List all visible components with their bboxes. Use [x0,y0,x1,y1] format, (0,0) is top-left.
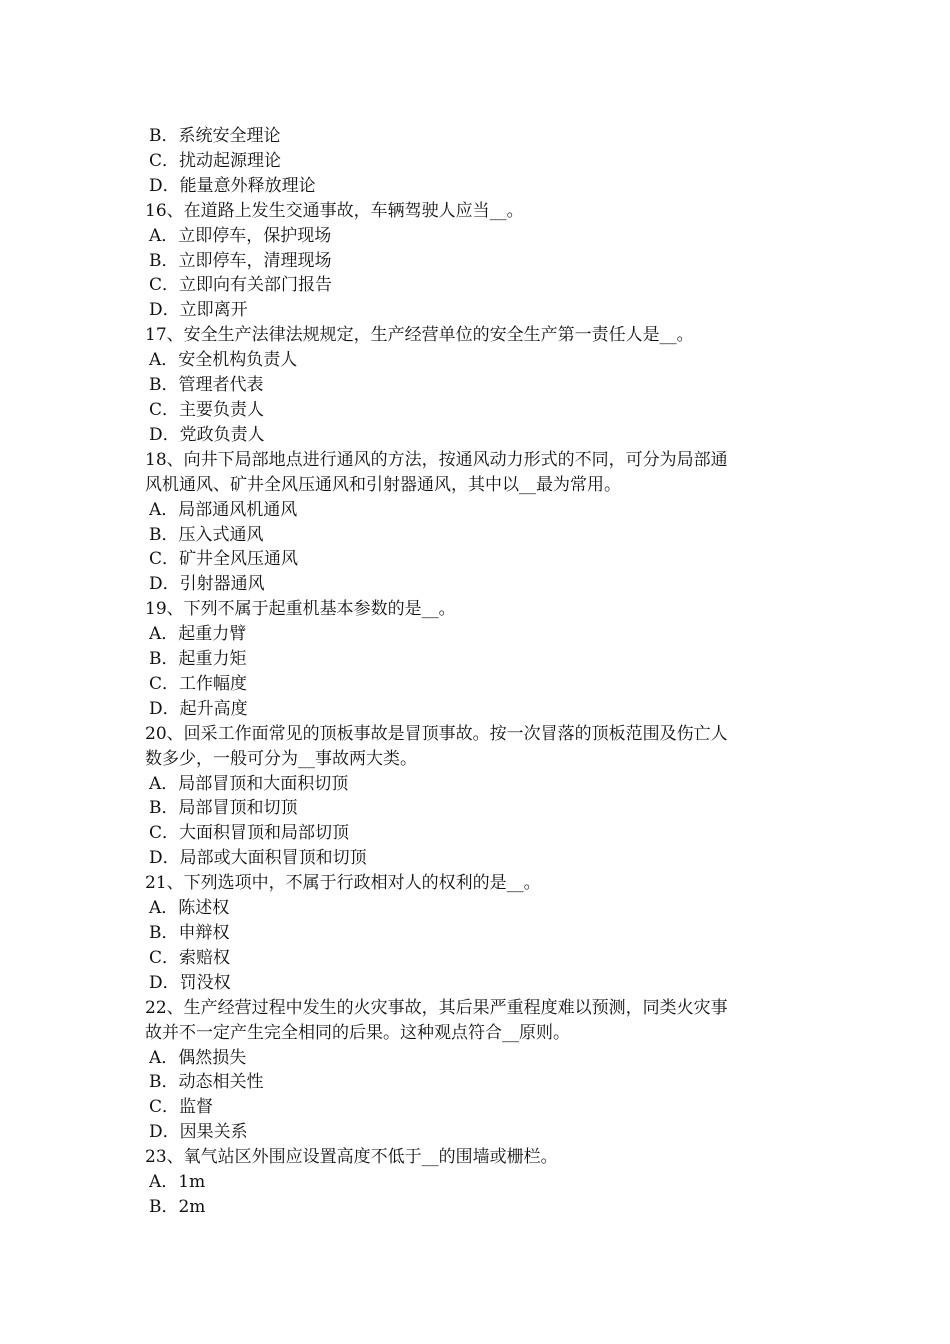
option-line: C．立即向有关部门报告 [149,275,333,296]
option-line: D．起升高度 [149,698,248,719]
document-page [145,124,825,1220]
question-line: 故并不一定产生完全相同的后果。这种观点符合__原则。 [145,1022,570,1043]
option-line: C．扰动起源理论 [149,150,282,171]
option-line: A．偶然损失 [149,1047,247,1068]
question-line: 18、向井下局部地点进行通风的方法，按通风动力形式的不同，可分为局部通 [145,449,728,470]
option-line: D．局部或大面积冒顶和切顶 [149,848,367,869]
option-line: A．安全机构负责人 [149,350,298,371]
option-line: A．1m [149,1172,206,1193]
option-line: B．申辩权 [149,923,230,943]
option-line: D．因果关系 [149,1122,248,1143]
question-line: 22、生产经营过程中发生的火灾事故，其后果严重程度难以预测，同类火灾事 [145,997,728,1018]
question-line: 17、安全生产法律法规规定，生产经营单位的安全生产第一责任人是__。 [145,325,694,346]
option-line: B．局部冒顶和切顶 [149,798,298,819]
option-line: B．压入式通风 [149,524,264,545]
option-line: D．立即离开 [149,300,248,321]
option-line: B．2m [149,1196,206,1217]
option-line: A．局部冒顶和大面积切顶 [149,773,349,794]
option-line: D．能量意外释放理论 [149,175,316,196]
option-line: B．动态相关性 [149,1072,264,1093]
option-line: C．主要负责人 [149,399,265,420]
option-line: B．立即停车，清理现场 [149,250,332,271]
question-line: 21、下列选项中，不属于行政相对人的权利的是__。 [145,873,541,894]
option-line: C．监督 [149,1097,214,1118]
option-line: A．陈述权 [149,898,230,919]
option-line: A．立即停车，保护现场 [149,225,332,246]
question-line: 19、下列不属于起重机基本参数的是__。 [145,599,456,620]
question-line: 风机通风、矿井全风压通风和引射器通风，其中以__最为常用。 [145,474,621,495]
question-line: 数多少，一般可分为__事故两大类。 [145,748,417,769]
option-line: D．引射器通风 [149,574,265,595]
option-line: A．起重力臂 [149,624,247,645]
question-line: 20、回采工作面常见的顶板事故是冒顶事故。按一次冒落的顶板范围及伤亡人 [145,723,728,744]
option-line: C．工作幅度 [149,673,248,694]
option-line: C．索赔权 [149,947,231,968]
question-line: 23、氧气站区外围应设置高度不低于__的围墙或栅栏。 [145,1147,558,1168]
option-line: C．大面积冒顶和局部切顶 [149,823,350,844]
option-line: C．矿井全风压通风 [149,549,299,570]
option-line: A．局部通风机通风 [149,499,298,520]
option-line: B．系统安全理论 [149,126,281,146]
option-line: B．管理者代表 [149,375,264,396]
option-line: D．党政负责人 [149,424,265,445]
option-line: D．罚没权 [149,972,231,993]
option-line: B．起重力矩 [149,649,247,670]
question-line: 16、在道路上发生交通事故，车辆驾驶人应当__。 [145,200,524,221]
